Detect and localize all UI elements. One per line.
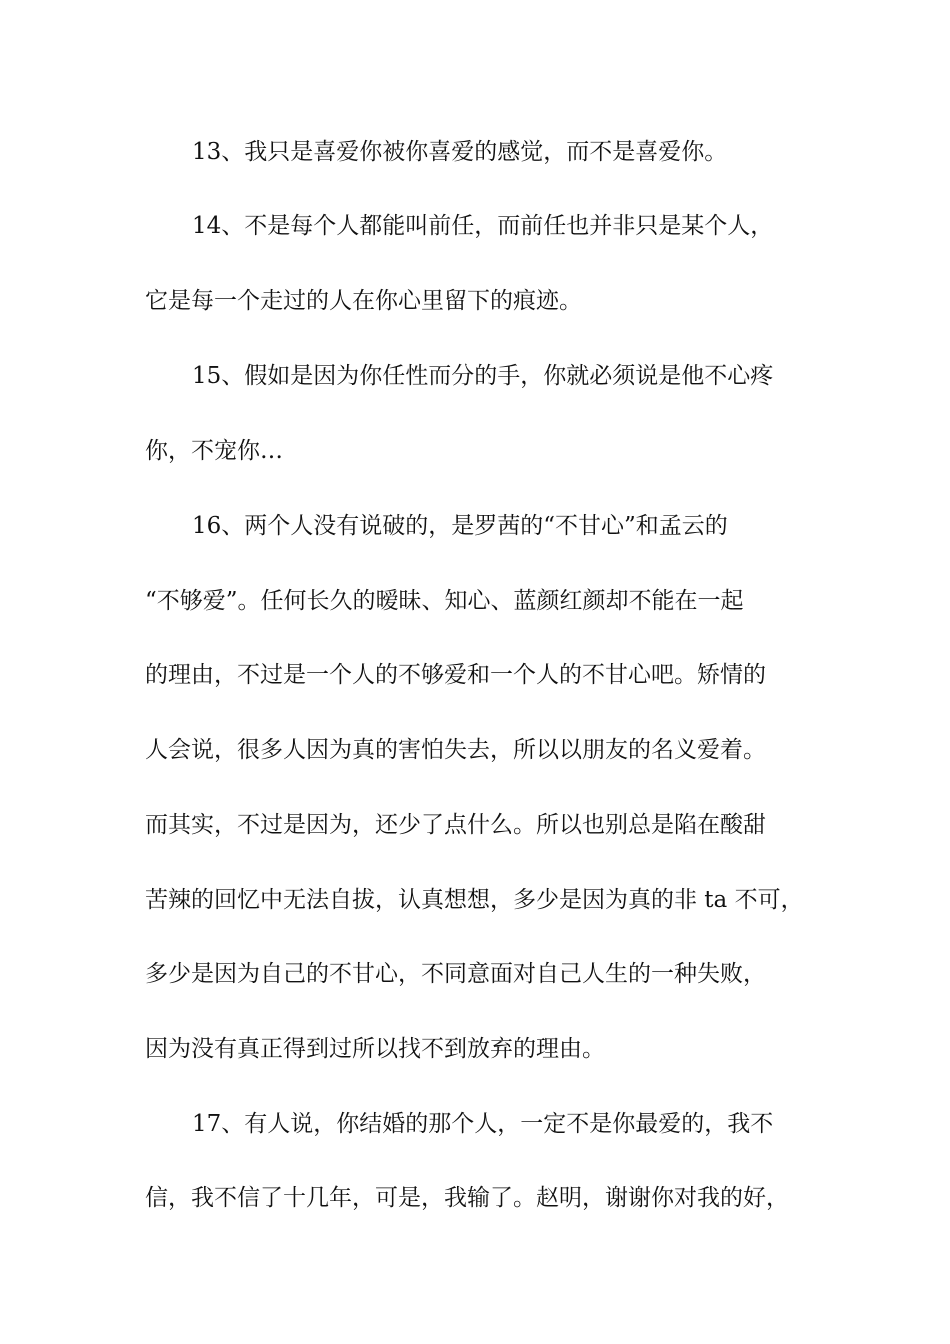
paragraph-13-line-1: 13、我只是喜爱你被你喜爱的感觉，而不是喜爱你。 [192,139,728,165]
paragraph-16-line-3: 的理由，不过是一个人的不够爱和一个人的不甘心吧。矫情的 [145,662,766,688]
paragraph-15-line-1: 15、假如是因为你任性而分的手，你就必须说是他不心疼 [192,363,774,389]
paragraph-16-line-2: “不够爱”。任何长久的暧昧、知心、蓝颜红颜却不能在一起 [145,588,744,614]
paragraph-15-line-2: 你，不宠你… [145,438,283,464]
paragraph-14-line-1: 14、不是每个人都能叫前任，而前任也并非只是某个人， [192,213,774,239]
paragraph-16-line-1: 16、两个人没有说破的，是罗茜的“不甘心”和孟云的 [192,513,728,539]
paragraph-17-line-1: 17、有人说，你结婚的那个人，一定不是你最爱的，我不 [192,1111,774,1137]
paragraph-16-line-8: 因为没有真正得到过所以找不到放弃的理由。 [145,1036,605,1062]
paragraph-14-line-2: 它是每一个走过的人在你心里留下的痕迹。 [145,288,582,314]
paragraph-16-line-6: 苦辣的回忆中无法自拔，认真想想，多少是因为真的非 ta 不可， [145,887,804,913]
paragraph-16-line-7: 多少是因为自己的不甘心，不同意面对自己人生的一种失败， [145,961,766,987]
paragraph-17-line-2: 信，我不信了十几年，可是，我输了。赵明，谢谢你对我的好， [145,1185,789,1211]
paragraph-16-line-4: 人会说，很多人因为真的害怕失去，所以以朋友的名义爱着。 [145,737,766,763]
paragraph-16-line-5: 而其实，不过是因为，还少了点什么。所以也别总是陷在酸甜 [145,812,766,838]
